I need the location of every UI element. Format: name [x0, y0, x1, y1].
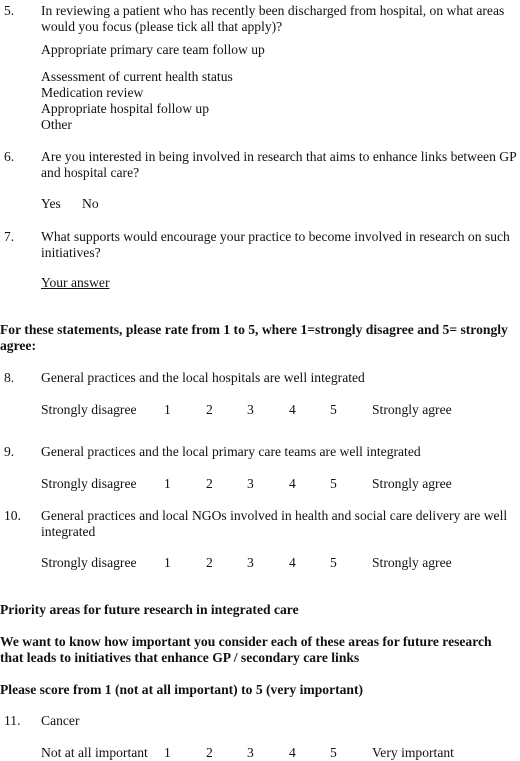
q11-number: 11. [4, 713, 21, 728]
q8-scale-4[interactable]: 4 [289, 402, 296, 417]
q5-option-medication-review[interactable]: Medication review [41, 85, 144, 100]
q11-text: Cancer [41, 713, 80, 728]
q5-number: 5. [4, 3, 15, 18]
q8-number: 8. [4, 370, 15, 385]
q5-option-primary-care[interactable]: Appropriate primary care team follow up [41, 42, 265, 57]
q11-scale-2[interactable]: 2 [206, 745, 213, 760]
q9-text: General practices and the local primary care teams are well integrated [41, 444, 421, 459]
q9-scale-high-label: Strongly agree [372, 476, 452, 491]
q7-number: 7. [4, 229, 15, 244]
score-instruction: Please score from 1 (not at all important) to 5 (very important) [0, 682, 364, 697]
q8-scale-3[interactable]: 3 [247, 402, 254, 417]
q8-scale-1[interactable]: 1 [164, 402, 171, 417]
q9-scale-low-label: Strongly disagree [41, 476, 137, 491]
priority-heading: Priority areas for future research in integrated care [0, 602, 299, 617]
q10-number: 10. [4, 508, 21, 523]
q6-number: 6. [4, 149, 15, 164]
q5-text: In reviewing a patient who has recently been discharged from hospital, on what areas would you focus (please tick all that apply)? [41, 3, 505, 34]
q5-option-health-status[interactable]: Assessment of current health status [41, 69, 233, 84]
q11-scale-1[interactable]: 1 [164, 745, 171, 760]
q8-scale-low-label: Strongly disagree [41, 402, 137, 417]
q10-text: General practices and local NGOs involved in health and social care delivery are well integrated [41, 508, 508, 539]
q9-scale-2[interactable]: 2 [206, 476, 213, 491]
q10-scale-2[interactable]: 2 [206, 555, 213, 570]
q8-scale-high-label: Strongly agree [372, 402, 452, 417]
q7-text: What supports would encourage your practice to become involved in research on such initiatives? [41, 229, 510, 260]
q10-scale-4[interactable]: 4 [289, 555, 296, 570]
q6-no-option[interactable]: No [82, 196, 99, 211]
q5-option-hospital-follow-up[interactable]: Appropriate hospital follow up [41, 101, 210, 116]
q8-scale-5[interactable]: 5 [330, 402, 337, 417]
q8-text: General practices and the local hospitals are well integrated [41, 370, 365, 385]
q6-text: Are you interested in being involved in research that aims to enhance links between GP and hospital care? [41, 149, 517, 180]
q11-scale-3[interactable]: 3 [247, 745, 254, 760]
q9-scale-1[interactable]: 1 [164, 476, 171, 491]
q10-scale-5[interactable]: 5 [330, 555, 337, 570]
q8-scale-2[interactable]: 2 [206, 402, 213, 417]
priority-intro: We want to know how important you consider each of these areas for future research that leads to initiatives that enhance GP / secondary care links [0, 634, 492, 665]
q9-number: 9. [4, 444, 15, 459]
q11-scale-4[interactable]: 4 [289, 745, 296, 760]
q10-scale-1[interactable]: 1 [164, 555, 171, 570]
q9-scale-4[interactable]: 4 [289, 476, 296, 491]
q10-scale-3[interactable]: 3 [247, 555, 254, 570]
q6-yes-option[interactable]: Yes [41, 196, 61, 211]
q11-scale-5[interactable]: 5 [330, 745, 337, 760]
q9-scale-3[interactable]: 3 [247, 476, 254, 491]
q10-scale-high-label: Strongly agree [372, 555, 452, 570]
q5-option-other[interactable]: Other [41, 117, 72, 132]
q7-answer-field[interactable]: Your answer [41, 275, 110, 290]
q11-scale-low-label: Not at all important [41, 745, 148, 760]
rating-instruction: For these statements, please rate from 1 to 5, where 1=strongly disagree and 5= strongly agree: [0, 322, 508, 353]
q11-scale-high-label: Very important [372, 745, 454, 760]
q9-scale-5[interactable]: 5 [330, 476, 337, 491]
q10-scale-low-label: Strongly disagree [41, 555, 137, 570]
